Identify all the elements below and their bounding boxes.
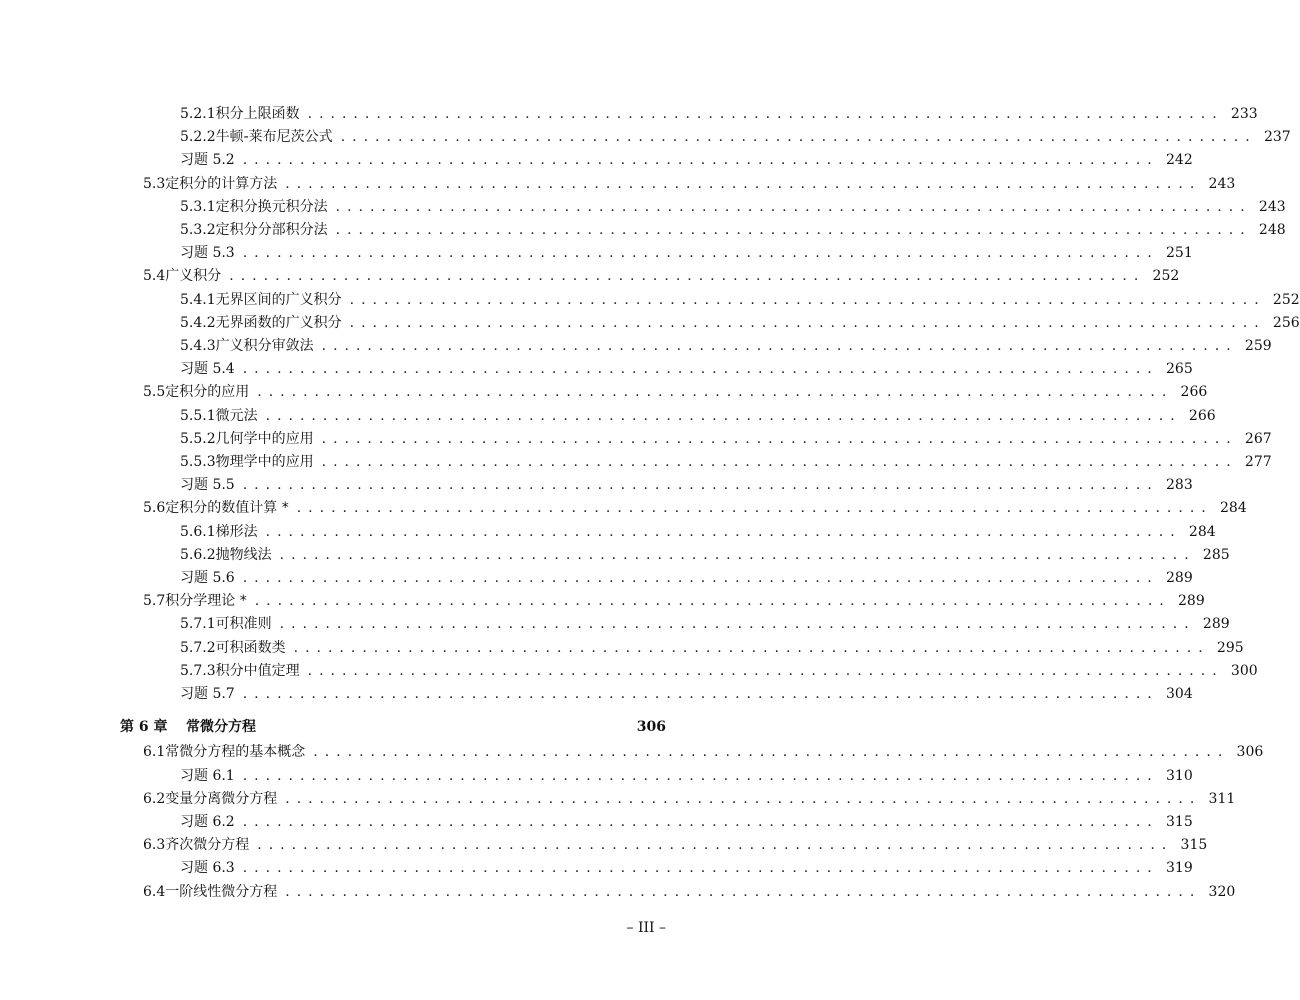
toc-entry-title: 齐次微分方程 <box>165 837 250 854</box>
toc-entry <box>180 354 1193 378</box>
dot-leader: ................................................................................ <box>257 837 1174 854</box>
toc-entry-page: 265 <box>1166 361 1193 378</box>
toc-entry-number: 5.5.2 <box>180 430 216 447</box>
toc-entry-title: 抛物线法 <box>215 546 272 563</box>
dot-leader: ................................................................................ <box>285 883 1202 900</box>
toc-entry-page: 284 <box>1220 500 1247 517</box>
toc-entry-page: 266 <box>1180 384 1208 401</box>
toc-entry-number: 5.7.3 <box>180 662 216 679</box>
toc-entry <box>180 517 1216 540</box>
dot-leader: ................................................................................ <box>242 570 1159 586</box>
toc-entry-page: 315 <box>1166 814 1193 830</box>
toc-entry-page: 285 <box>1202 546 1230 563</box>
toc-entry <box>180 401 1216 424</box>
toc-entry <box>180 679 1193 702</box>
toc-entry <box>143 261 1180 285</box>
toc-entry-title: 常微分方程的基本概念 <box>165 744 306 761</box>
toc-entry-number: 5.6.1 <box>180 523 216 540</box>
dot-leader: ................................................................................ <box>321 430 1238 447</box>
dot-leader: ................................................................................ <box>335 198 1252 215</box>
toc-entry <box>143 377 1208 401</box>
toc-entry <box>180 99 1258 122</box>
toc-entry-number: 6.1 <box>143 744 166 761</box>
toc-entry <box>180 656 1258 679</box>
toc-entry-number: 5.2.2 <box>180 129 216 146</box>
toc-entry-page: 252 <box>1272 291 1300 308</box>
toc-entry-number: 6.3 <box>143 837 166 854</box>
toc-entry-title: 定积分的数值计算 * <box>165 500 289 517</box>
dot-leader: ................................................................................ <box>349 314 1266 331</box>
toc-entry-title: 习题 5.7 <box>180 686 235 702</box>
toc-entry <box>143 830 1208 854</box>
toc-entry-number: 5.4 <box>143 268 166 285</box>
dot-leader: ................................................................................ <box>335 222 1252 238</box>
toc-entry-page: 319 <box>1166 860 1193 877</box>
toc-entry-page: 320 <box>1208 883 1236 900</box>
dot-leader: ................................................................................ <box>285 175 1202 192</box>
dot-leader: ................................................................................ <box>349 291 1266 308</box>
toc-entry-title: 习题 6.2 <box>180 814 235 830</box>
toc-entry-number: 5.4.2 <box>180 314 216 331</box>
toc-entry-page: 304 <box>1166 686 1193 702</box>
dot-leader: ................................................................................ <box>307 662 1224 679</box>
toc-entry <box>180 215 1286 238</box>
toc-entry-number: 5.3.2 <box>180 222 216 238</box>
toc-entry-page: 289 <box>1178 593 1205 610</box>
toc-entry-title: 梯形法 <box>215 523 258 540</box>
toc-entry-number: 5.3.1 <box>180 198 216 215</box>
toc-entry-number: 5.5.3 <box>180 454 216 470</box>
toc-entry-page: 300 <box>1230 662 1258 679</box>
dot-leader: ................................................................................ <box>242 245 1159 262</box>
dot-leader: ................................................................................ <box>242 152 1159 169</box>
toc-entry-title: 可积函数类 <box>215 639 286 656</box>
toc-entry-number: 5.2.1 <box>180 106 216 122</box>
toc-entry <box>180 331 1272 354</box>
dot-leader: ................................................................................ <box>340 129 1257 146</box>
toc-entry <box>180 308 1300 331</box>
page-footer: – III – <box>626 920 666 936</box>
toc-entry-title: 定积分的应用 <box>165 384 250 401</box>
toc-entry <box>180 238 1193 262</box>
toc-entry-number: 5.4.1 <box>180 291 216 308</box>
toc-entry-page: 256 <box>1272 314 1300 331</box>
toc-entry-page: 306 <box>636 719 666 736</box>
toc-entry <box>180 761 1193 784</box>
toc-entry-title: 无界函数的广义积分 <box>215 314 342 331</box>
toc-entry-page: 252 <box>1152 268 1180 285</box>
toc-entry <box>143 877 1236 900</box>
dot-leader: ................................................................................ <box>242 361 1159 378</box>
toc-entry-page: 267 <box>1244 430 1272 447</box>
dot-leader: ................................................................................ <box>321 454 1238 470</box>
toc-entry-number: 第 6 章 <box>120 719 168 736</box>
toc-entry-page: 266 <box>1188 407 1216 424</box>
toc-entry-title: 微元法 <box>215 407 258 424</box>
toc-entry-title: 积分上限函数 <box>215 106 300 122</box>
toc-entry <box>120 712 666 735</box>
toc-entry <box>143 169 1236 192</box>
toc-entry-page: 237 <box>1263 129 1291 146</box>
toc-entry <box>143 493 1247 517</box>
toc-entry-page: 242 <box>1166 152 1193 169</box>
toc-entry-page: 243 <box>1208 175 1236 192</box>
toc-entry-title: 常微分方程 <box>186 719 256 736</box>
toc-entry <box>180 285 1300 308</box>
dot-leader: ................................................................................ <box>307 106 1224 122</box>
toc-entry-title: 习题 5.3 <box>180 245 235 262</box>
toc-entry <box>180 145 1193 169</box>
toc-entry-title: 变量分离微分方程 <box>165 790 278 807</box>
toc-entry-page: 310 <box>1166 767 1193 784</box>
dot-leader: ................................................................................ <box>313 744 1230 761</box>
dot-leader: ................................................................................ <box>229 268 1146 285</box>
toc-entry-title: 几何学中的应用 <box>215 430 314 447</box>
toc-entry-title: 一阶线性微分方程 <box>165 883 278 900</box>
toc-entry-title: 习题 5.4 <box>180 361 235 378</box>
toc-entry <box>180 633 1244 656</box>
toc-entry-page: 283 <box>1166 477 1193 494</box>
dot-leader: ................................................................................ <box>321 338 1238 354</box>
toc-entry-title: 广义积分 <box>165 268 222 285</box>
toc-entry-title: 习题 5.5 <box>180 477 235 494</box>
toc-entry-number: 5.5.1 <box>180 407 216 424</box>
toc-entry-title: 积分学理论 * <box>165 593 247 610</box>
toc-entry-number: 5.7.1 <box>180 616 216 633</box>
toc-entry-number: 5.7.2 <box>180 639 216 656</box>
toc-entry <box>143 586 1205 610</box>
toc-entry-page: 251 <box>1166 245 1193 262</box>
toc-entry-title: 习题 5.6 <box>180 570 235 586</box>
toc-entry-title: 定积分换元积分法 <box>215 198 328 215</box>
dot-leader: ................................................................................ <box>242 814 1159 830</box>
toc-entry-page: 289 <box>1166 570 1193 586</box>
dot-leader: ................................................................................ <box>254 593 1171 610</box>
toc-entry-page: 306 <box>1236 744 1264 761</box>
dot-leader: ................................................................................ <box>242 686 1159 702</box>
toc-entry <box>180 853 1193 877</box>
toc-entry-number: 5.3 <box>143 175 166 192</box>
toc-entry-page: 277 <box>1244 454 1272 470</box>
toc-entry-number: 5.6 <box>143 500 166 517</box>
toc-entry-title: 可积准则 <box>215 616 272 633</box>
toc-entry-number: 5.4.3 <box>180 338 216 354</box>
toc-entry <box>180 540 1230 563</box>
toc-entry <box>180 424 1272 447</box>
dot-leader: ................................................................................ <box>279 616 1196 633</box>
toc-entry-page: 248 <box>1258 222 1286 238</box>
toc-entry-title: 牛顿-莱布尼茨公式 <box>215 129 333 146</box>
toc-entry-title: 习题 6.1 <box>180 767 235 784</box>
toc-entry-title: 物理学中的应用 <box>215 454 314 470</box>
toc-entry-title: 习题 5.2 <box>180 152 235 169</box>
toc-entry-number: 6.2 <box>143 790 166 807</box>
toc-entry-page: 311 <box>1208 790 1236 807</box>
dot-leader: ................................................................................ <box>265 407 1182 424</box>
dot-leader: ................................................................................ <box>296 500 1213 517</box>
toc-entry-page: 289 <box>1202 616 1230 633</box>
toc-entry <box>180 122 1291 146</box>
toc-entry <box>180 807 1193 830</box>
toc-entry <box>143 737 1264 761</box>
toc-entry-number: 5.7 <box>143 593 166 610</box>
toc-entry-number: 5.5 <box>143 384 166 401</box>
toc-entry-page: 315 <box>1180 837 1208 854</box>
toc-entry-number: 6.4 <box>143 883 166 900</box>
dot-leader: ................................................................................ <box>257 384 1174 401</box>
toc-entry-page: 259 <box>1244 338 1272 354</box>
toc-entry-page: 284 <box>1188 523 1216 540</box>
dot-leader: ................................................................................ <box>242 477 1159 494</box>
toc-entry <box>180 192 1286 215</box>
toc-entry <box>180 563 1193 586</box>
toc-entry <box>180 609 1230 633</box>
dot-leader: ................................................................................ <box>285 790 1202 807</box>
toc-entry-page: 243 <box>1258 198 1286 215</box>
dot-leader: ................................................................................ <box>242 860 1159 877</box>
toc-entry-page: 233 <box>1230 106 1258 122</box>
toc-entry <box>143 784 1236 807</box>
dot-leader: ................................................................................ <box>242 767 1159 784</box>
toc-entry-title: 广义积分审敛法 <box>215 338 314 354</box>
dot-leader: ................................................................................ <box>265 523 1182 540</box>
toc-entry-page: 295 <box>1216 639 1244 656</box>
dot-leader: ................................................................................ <box>293 639 1210 656</box>
dot-leader: ................................................................................ <box>279 546 1196 563</box>
toc-entry <box>180 447 1272 470</box>
toc-entry-number: 5.6.2 <box>180 546 216 563</box>
toc-entry <box>180 470 1193 494</box>
toc-entry-title: 习题 6.3 <box>180 860 235 877</box>
toc-entry-title: 定积分的计算方法 <box>165 175 278 192</box>
toc-entry-title: 无界区间的广义积分 <box>215 291 342 308</box>
toc-entry-title: 定积分分部积分法 <box>215 222 328 238</box>
toc-entry-title: 积分中值定理 <box>215 662 300 679</box>
